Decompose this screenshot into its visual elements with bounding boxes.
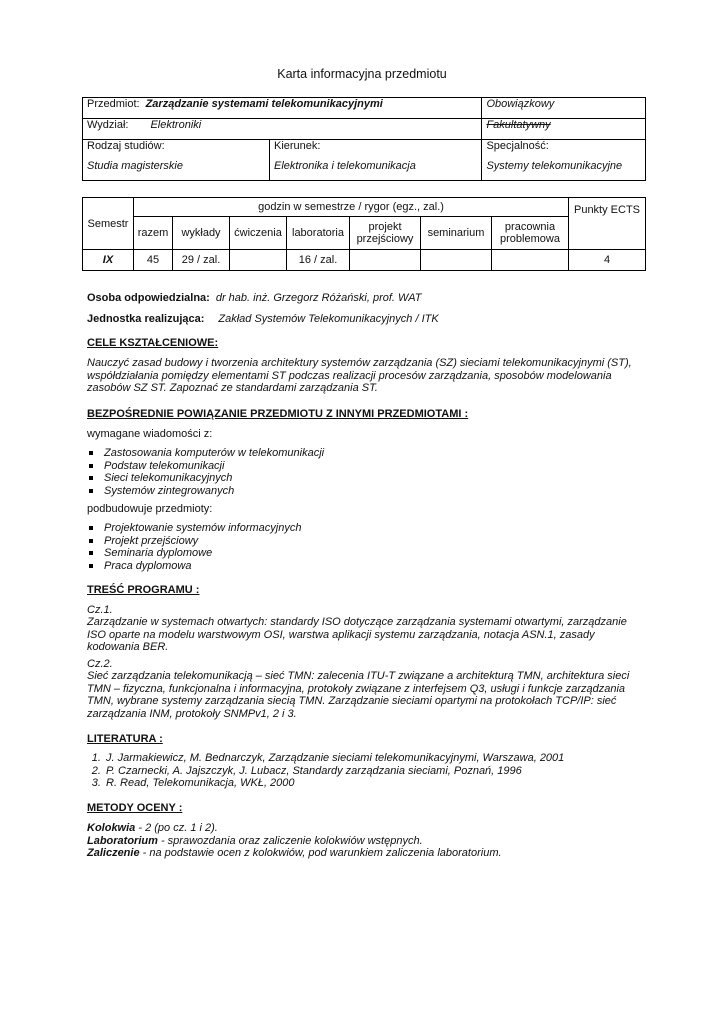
col-header-laboratoria: laboratoria <box>287 217 350 250</box>
responsible-value: dr hab. inż. Grzegorz Różański, prof. WAT <box>215 292 422 304</box>
implementing-unit <box>87 313 647 326</box>
builds-on-list <box>87 522 647 572</box>
list-item: Praca dyplomowa <box>87 560 647 573</box>
value-razem: 45 <box>134 250 173 271</box>
col-header-cwiczenia: ćwiczenia <box>230 217 287 250</box>
assessment-item-title: Kolokwia <box>87 822 136 834</box>
course-info-table <box>82 97 646 181</box>
col-header-wyklady: wykłady <box>173 217 230 250</box>
list-item: 3. R. Read, Telekomunikacja, WKŁ, 2000 <box>104 777 647 790</box>
assessment-item <box>87 847 647 860</box>
subject-cell <box>83 98 482 119</box>
list-item: Zastosowania komputerów w telekomunikacji <box>87 447 647 460</box>
assessment-item-text: - sprawozdania oraz zaliczenie kolokwiów wstępnych. <box>157 834 423 847</box>
list-item: Seminaria dyplomowe <box>87 547 647 560</box>
builds-on-label: podbudowuje przedmioty: <box>87 503 213 515</box>
mandatory-label: Obowiązkowy <box>482 98 646 119</box>
value-seminarium <box>421 250 492 271</box>
assessment-item-text: - 2 (po cz. 1 i 2). <box>135 822 218 834</box>
subject-label: Przedmiot: <box>87 98 140 110</box>
list-item: Projekt przejściowy <box>87 535 647 548</box>
ects-value: 4 <box>569 250 646 271</box>
assessment-item <box>87 822 647 835</box>
literature-list <box>87 752 647 790</box>
list-item: Sieci telekomunikacyjnych <box>87 472 647 485</box>
assessment-item-title: Laboratorium <box>87 834 158 847</box>
list-item: 2. P. Czarnecki, A. Jajszczyk, J. Lubacz, Standardy zarządzania sieciami, Poznań, 1996 <box>104 765 647 778</box>
assessment-item-title: Zaliczenie <box>87 847 140 859</box>
list-item: Projektowanie systemów informacyjnych <box>87 522 647 535</box>
literature-heading: LITERATURA : <box>87 733 163 745</box>
program-part-2-label: Cz.2. <box>87 658 113 670</box>
list-item: Systemów zintegrowanych <box>87 485 647 498</box>
hours-table <box>82 197 646 271</box>
list-item: Podstaw telekomunikacji <box>87 460 647 473</box>
required-list <box>87 447 647 497</box>
study-type-label: Rodzaj studiów: <box>83 140 270 161</box>
value-laboratoria: 16 / zal. <box>287 250 350 271</box>
semester-value: IX <box>83 250 134 271</box>
program-heading: TREŚĆ PROGRAMU : <box>87 584 200 596</box>
required-label: wymagane wiadomości z: <box>87 428 213 440</box>
col-header-razem: razem <box>134 217 173 250</box>
value-pracownia <box>492 250 569 271</box>
semester-header: Semestr <box>83 198 134 250</box>
hours-header: godzin w semestrze / rygor (egz., zal.) <box>134 198 569 217</box>
page-title: Karta informacyjna przedmiotu <box>277 67 447 81</box>
goals-text: Nauczyć zasad budowy i tworzenia architektury systemów zarządzania (SZ) sieciami telekomunikacyjnymi (ST), współdziałania pomiędzy elementami ST podczas realizacji procesów zarządzania, sposobów modelowania zasobów SZ ST. Zapoznać ze standardami zarządzania ST. <box>87 357 632 394</box>
program-part-1-label: Cz.1. <box>87 604 113 616</box>
program-part-2-text: Sieć zarządzania telekomunikacją – sieć TMN: zalecenia ITU-T związane a architekturą TMN, architektura sieci TMN – fizyczna, funkcjonalna i informacyjna, protokoły związane z interfejsem Q3, usługi i funkcje zarządzania TMN, wybrane systemy zarządzania siecią TMN. Zarządzanie sieciami opartymi na protokołach TCP/IP: sieć zarządzania INM, protokoły SNMPv1, 2 i 3. <box>87 670 630 720</box>
ects-header: Punkty ECTS <box>569 198 646 250</box>
specialty-value: Systemy telekomunikacyjne <box>482 160 646 181</box>
assessment-item <box>87 835 647 848</box>
subject-value: Zarządzanie systemami telekomunikacyjnymi <box>145 98 383 110</box>
responsible-person <box>87 292 647 305</box>
faculty-value: Elektroniki <box>150 119 202 131</box>
relations-heading: BEZPOŚREDNIE POWIĄZANIE PRZEDMIOTU Z INNYMI PRZEDMIOTAMI : <box>87 408 469 420</box>
value-wyklady: 29 / zal. <box>173 250 230 271</box>
field-value: Elektronika i telekomunikacja <box>270 160 482 181</box>
list-item: 1. J. Jarmakiewicz, M. Bednarczyk, Zarządzanie sieciami telekomunikacyjnymi, Warszawa, 2001 <box>104 752 647 765</box>
value-projekt <box>350 250 421 271</box>
goals-heading: CELE KSZTAŁCENIOWE: <box>87 337 219 349</box>
value-cwiczenia <box>230 250 287 271</box>
program-part-1-text: Zarządzanie w systemach otwartych: standardy ISO dotyczące zarządzania systemami otwartymi, zarządzanie ISO oparte na modelu warstwowym OSI, warstwa aplikacji systemu zarządzania, notacja ASN.1, zasady kodowania BER. <box>87 616 627 653</box>
col-header-pracownia: pracownia problemowa <box>492 217 569 250</box>
field-label: Kierunek: <box>270 140 482 161</box>
faculty-cell <box>83 119 482 140</box>
col-header-projekt: projekt przejściowy <box>350 217 421 250</box>
responsible-label: Osoba odpowiedzialna: <box>87 292 210 304</box>
assessment-list <box>87 822 647 860</box>
specialty-label: Specjalność: <box>482 140 646 161</box>
assessment-heading: METODY OCENY : <box>87 802 183 814</box>
unit-value: Zakład Systemów Telekomunikacyjnych / ITK <box>218 313 439 325</box>
unit-label: Jednostka realizująca: <box>87 313 205 325</box>
study-type-value: Studia magisterskie <box>83 160 270 181</box>
assessment-item-text: - na podstawie ocen z kolokwiów, pod warunkiem zaliczenia laboratorium. <box>139 847 502 859</box>
faculty-label: Wydział: <box>87 119 129 131</box>
col-header-seminarium: seminarium <box>421 217 492 250</box>
optional-label: Fakultatywny <box>482 119 646 140</box>
